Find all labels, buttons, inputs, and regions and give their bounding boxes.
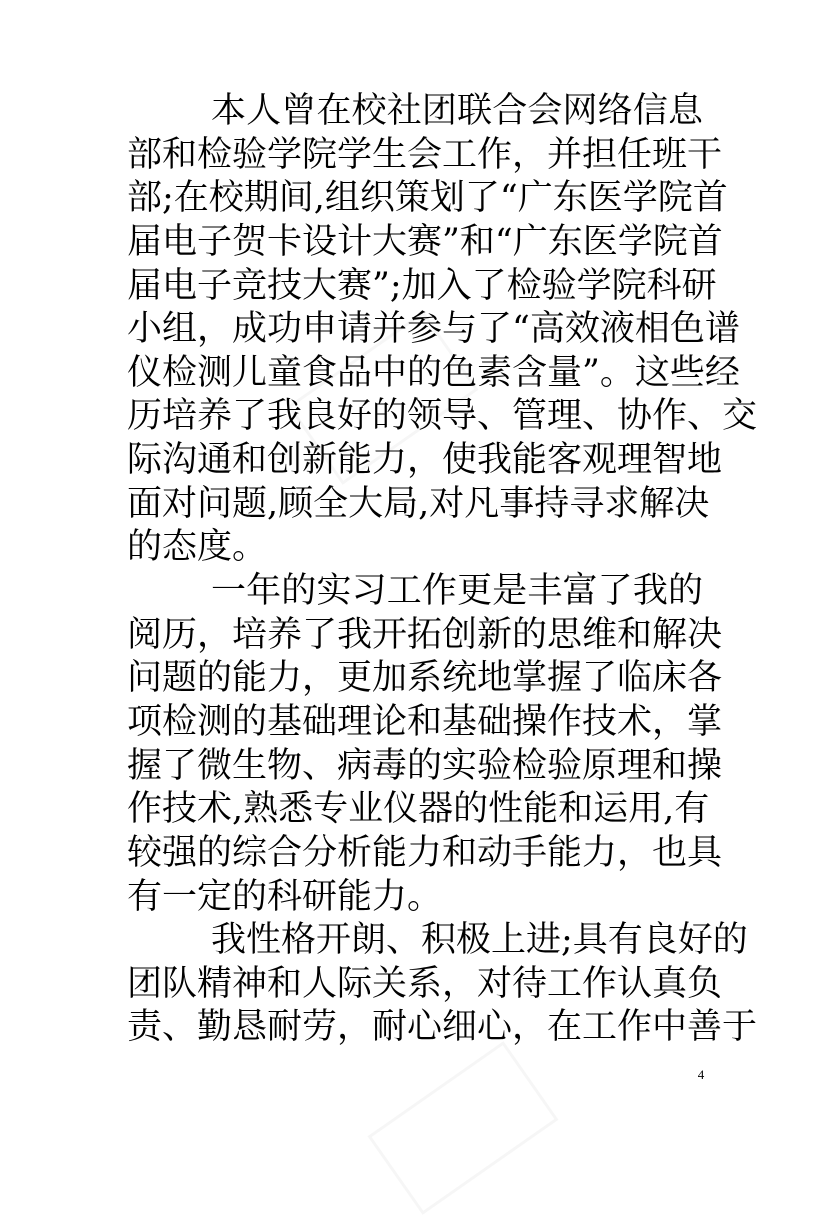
- text-line: 较强的综合分析能力和动手能力，也具: [127, 832, 723, 873]
- text-line: 小组，成功申请并参与了“高效液相色谱: [127, 309, 740, 350]
- text-line: 历培养了我良好的领导、管理、协作、交: [127, 396, 758, 437]
- watermark: [367, 1041, 558, 1215]
- text-line: 本人曾在校社团联合会网络信息: [211, 91, 703, 131]
- text-line: 我性格开朗、积极上进;具有良好的: [211, 920, 748, 961]
- text-line: 作技术,熟悉专业仪器的性能和运用,有: [127, 789, 710, 830]
- text-line: 际沟通和创新能力，使我能客观理智地: [127, 440, 723, 481]
- text-line: 部;在校期间,组织策划了“广东医学院首: [127, 178, 728, 219]
- body-text: [127, 90, 758, 1050]
- text-line: 团队精神和人际关系，对待工作认真负: [127, 963, 723, 1004]
- text-line: 问题的能力，更加系统地掌握了临床各: [127, 658, 723, 699]
- text-line: 阅历，培养了我开拓创新的思维和解决: [127, 614, 723, 655]
- page-number: 4: [697, 1067, 705, 1082]
- text-line: 届电子贺卡设计大赛”和“广东医学院首: [127, 221, 723, 262]
- text-line: 届电子竞技大赛”;加入了检验学院科研: [127, 265, 717, 306]
- text-line: 项检测的基础理论和基础操作技术，掌: [127, 701, 723, 742]
- text-line: 一年的实习工作更是丰富了我的: [211, 571, 703, 612]
- text-line: 有一定的科研能力。: [127, 876, 443, 917]
- text-line: 部和检验学院学生会工作，并担任班干: [127, 134, 723, 175]
- text-line: 面对问题,顾全大局,对凡事持寻求解决: [127, 483, 710, 524]
- text-line: 仪检测儿童食品中的色素含量”。这些经: [127, 352, 740, 393]
- text-line: 的态度。: [127, 527, 268, 568]
- text-line: 握了微生物、病毒的实验检验原理和操: [127, 745, 723, 786]
- text-line: 责、勤恳耐劳，耐心细心，在工作中善于: [127, 1007, 758, 1048]
